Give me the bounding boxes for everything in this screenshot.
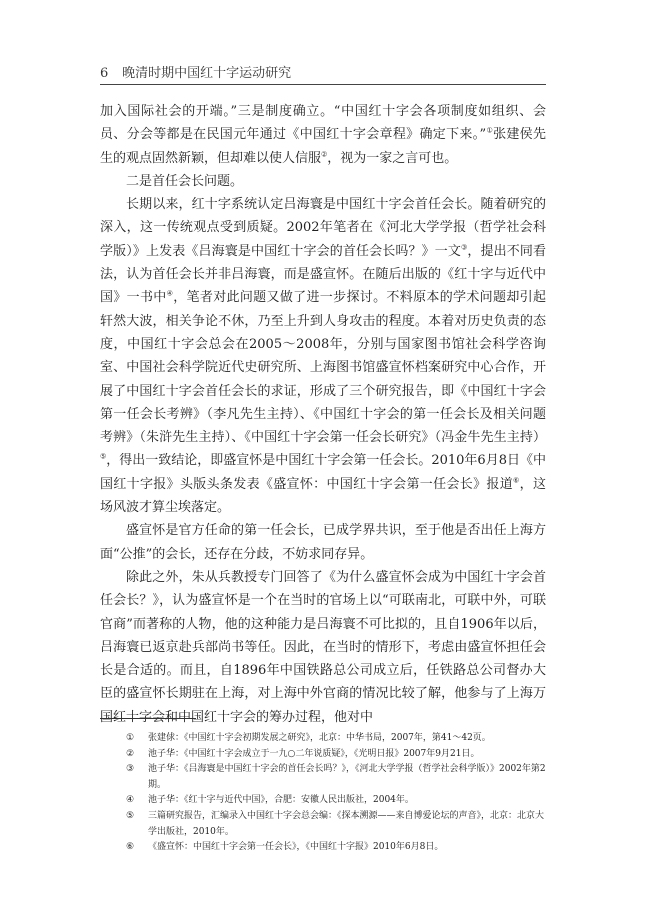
paragraph-text: ，笔者对此问题又做了进一步探讨。不料原本的学术问题却引起轩然大波，相关争论不休，乃至上升到人身攻击的程度。本着对历史负责的态度，中国红十字会总会在2005～2008年，分别与国家图书馆社会科学咨询室、中国社会科学院近代史研究所、上海图书馆盛宣怀档案研究中心合作，开展了中国红十字会首任会长的求证，形成了三个研究报告，即《中国红十字会第一任会长考辨》（李凡先生主持）、《中国红十字会的第一任会长及相关问题考辨》（朱浒先生主持）、《中国红十字会第一任会长研究》（冯金牛先生主持） bbox=[100, 290, 546, 446]
paragraph-text: 长期以来，红十字系统认定吕海寰是中国红十字会首任会长。随着研究的深入，这一传统观点受到质疑。2002年笔者在《河北大学学报（哲学社会科学版）》上发表《吕海寰是中国红十字会的首任会长吗？》一文 bbox=[100, 197, 546, 259]
paragraph-text: 加入国际社会的开端。”三是制度确立。“中国红十字会各项制度如组织、会员、分会等都是在民国元年通过《中国红十字会章程》确定下来。” bbox=[100, 104, 546, 143]
footnote-text: 张建俅：《中国红十字会初期发展之研究》，北京：中华书局，2007年，第41～42页。 bbox=[148, 733, 491, 743]
footnote-marker: ② bbox=[321, 150, 328, 159]
footnote bbox=[126, 840, 546, 856]
footnote bbox=[126, 747, 546, 763]
footnote-marker: ① bbox=[486, 126, 494, 135]
paragraph-text: ，这场风波才算尘埃落定。 bbox=[100, 476, 546, 516]
paragraph-text: 盛宣怀是官方任命的第一任会长，已成学界共识，至于他是否出任上海方面“公推”的会长，还存在分歧，不妨求同存异。 bbox=[100, 523, 546, 562]
paragraph-text: ，得出一致结论，即盛宣怀是中国红十字会第一任会长。2010年6月8日《中国红十字报》头版头条发表《盛宣怀：中国红十字会第一任会长》报道 bbox=[100, 453, 546, 492]
paragraph-text: ，视为一家之言可也。 bbox=[327, 150, 458, 166]
paragraph-text: ，提出不同看法，认为首任会长并非吕海寰，而是盛宣怀。在随后出版的《红十字与近代中国》一书中 bbox=[100, 243, 546, 306]
footnote-number: ⑤ bbox=[126, 810, 135, 821]
paragraph-text: 二是首任会长问题。 bbox=[126, 173, 244, 189]
page-number: 6 bbox=[100, 66, 109, 81]
footnote-text: 池子华：《吕海寰是中国红十字会的首任会长吗？》，《河北大学学报（哲学社会科学版）》2002年第2期。 bbox=[148, 764, 546, 790]
footnote-text: 三篇研究报告，汇编录入中国红十字会总会编：《探本溯源——来自博爱论坛的声音》，北京：北京大学出版社，2010年。 bbox=[148, 810, 545, 837]
paragraph-text: 除此之外，朱从兵教授专门回答了《为什么盛宣怀会成为中国红十字会首任会长？》，认为盛宣怀是一个在当时的官场上以“可联南北，可联中外，可联官商”而著称的人物，他的这种能力是吕海寰不可比拟的，且自1906年以后，吕海寰已返京赴兵部尚书等任。因此，在当时的情形下，考虑由盛宣怀担任会长是合适的。而且，自1896年中国铁路总公司成立后，任铁路总公司督办大臣的盛宣怀长期驻在上海，对上海中外官商的情况比较了解，他参与了上海万国红十字会和中国红十字会的筹办过程，他对中 bbox=[100, 569, 546, 725]
footnote-number: ② bbox=[126, 748, 135, 759]
paragraph bbox=[100, 170, 546, 193]
main-text bbox=[100, 100, 546, 729]
footnotes bbox=[126, 731, 546, 856]
footnote-number: ⑥ bbox=[126, 842, 135, 853]
footnote bbox=[126, 731, 546, 747]
footnote-number: ① bbox=[126, 733, 135, 743]
footnote bbox=[126, 762, 546, 793]
footnote-number: ④ bbox=[126, 795, 135, 806]
footnote-marker: ⑤ bbox=[100, 453, 107, 462]
footnote bbox=[126, 793, 546, 809]
footnote-marker: ⑥ bbox=[513, 476, 520, 485]
footnote-marker: ③ bbox=[460, 243, 468, 252]
footnote-marker: ④ bbox=[166, 290, 174, 299]
footnote-text: 《盛宣怀：中国红十字会第一任会长》，《中国红十字报》2010年6月8日。 bbox=[148, 842, 444, 853]
footnote bbox=[126, 809, 546, 840]
paragraph bbox=[100, 519, 546, 566]
paragraph-text: 张建侯先生的观点固然新颖，但却难以使人信服 bbox=[100, 127, 546, 166]
paragraph bbox=[100, 193, 546, 519]
footnote-number: ③ bbox=[126, 764, 135, 775]
running-header bbox=[100, 62, 546, 85]
footnote-separator bbox=[100, 718, 196, 719]
book-title: 晚清时期中国红十字运动研究 bbox=[122, 66, 292, 81]
paragraph bbox=[100, 566, 546, 729]
footnote-text: 池子华：《红十字与近代中国》，合肥：安徽人民出版社，2004年。 bbox=[148, 795, 414, 806]
footnote-text: 池子华：《中国红十字会成立于一九○二年说质疑》，《光明日报》2007年9月21日。 bbox=[148, 748, 480, 759]
paragraph bbox=[100, 100, 546, 170]
